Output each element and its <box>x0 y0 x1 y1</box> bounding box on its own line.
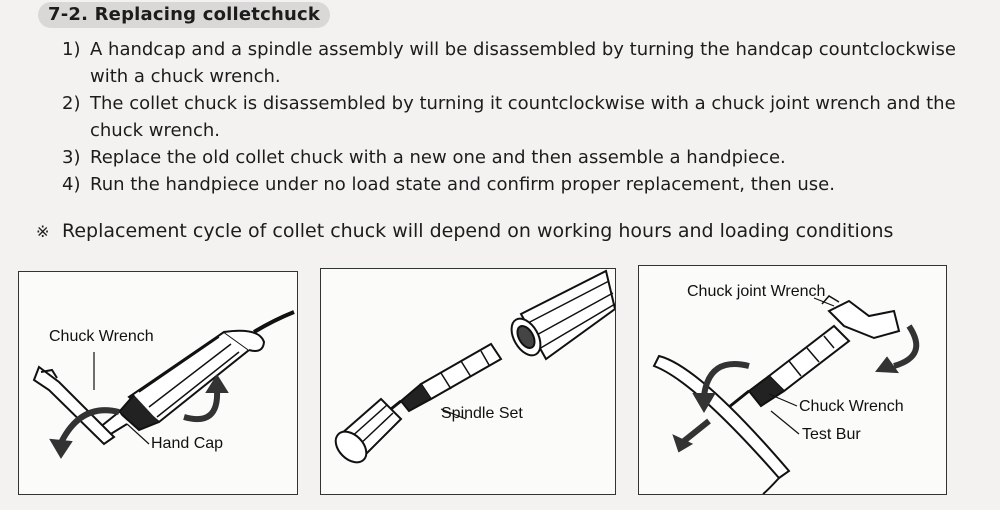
step-number: 4) <box>62 174 81 195</box>
figure-collet-chuck-removal <box>638 265 947 495</box>
step-item <box>62 36 962 90</box>
spindle-set-illustration-icon <box>321 269 615 494</box>
step-text: A handcap and a spindle assembly will be disassembled by turning the handcap countclockwise with a chuck wrench. <box>90 39 956 87</box>
note-mark-icon: ※ <box>36 221 50 241</box>
handpiece-illustration-icon <box>19 272 297 494</box>
step-number: 2) <box>62 93 81 114</box>
label-chuck-wrench: Chuck Wrench <box>49 328 154 345</box>
step-item <box>62 144 962 171</box>
note-text: Replacement cycle of collet chuck will depend on working hours and loading conditions <box>62 220 894 242</box>
steps-list <box>62 36 962 198</box>
label-hand-cap: Hand Cap <box>151 435 224 452</box>
step-number: 3) <box>62 147 81 168</box>
step-text: The collet chuck is disassembled by turning it countclockwise with a chuck joint wrench and the chuck wrench. <box>90 93 956 141</box>
label-chuck-joint-wrench: Chuck joint Wrench <box>687 283 826 300</box>
step-number: 1) <box>62 39 81 60</box>
figure-hand-cap-removal <box>18 271 298 495</box>
label-spindle-set: Spindle Set <box>441 405 523 422</box>
step-item <box>62 90 962 144</box>
step-item <box>62 171 962 198</box>
figure-spindle-set <box>320 268 616 495</box>
section-title: 7-2. Replacing colletchuck <box>38 2 330 28</box>
label-chuck-wrench: Chuck Wrench <box>799 398 904 415</box>
label-test-bur: Test Bur <box>802 426 861 443</box>
step-text: Replace the old collet chuck with a new one and then assemble a handpiece. <box>90 147 786 168</box>
replacement-note <box>36 220 893 242</box>
step-text: Run the handpiece under no load state and confirm proper replacement, then use. <box>90 174 835 195</box>
